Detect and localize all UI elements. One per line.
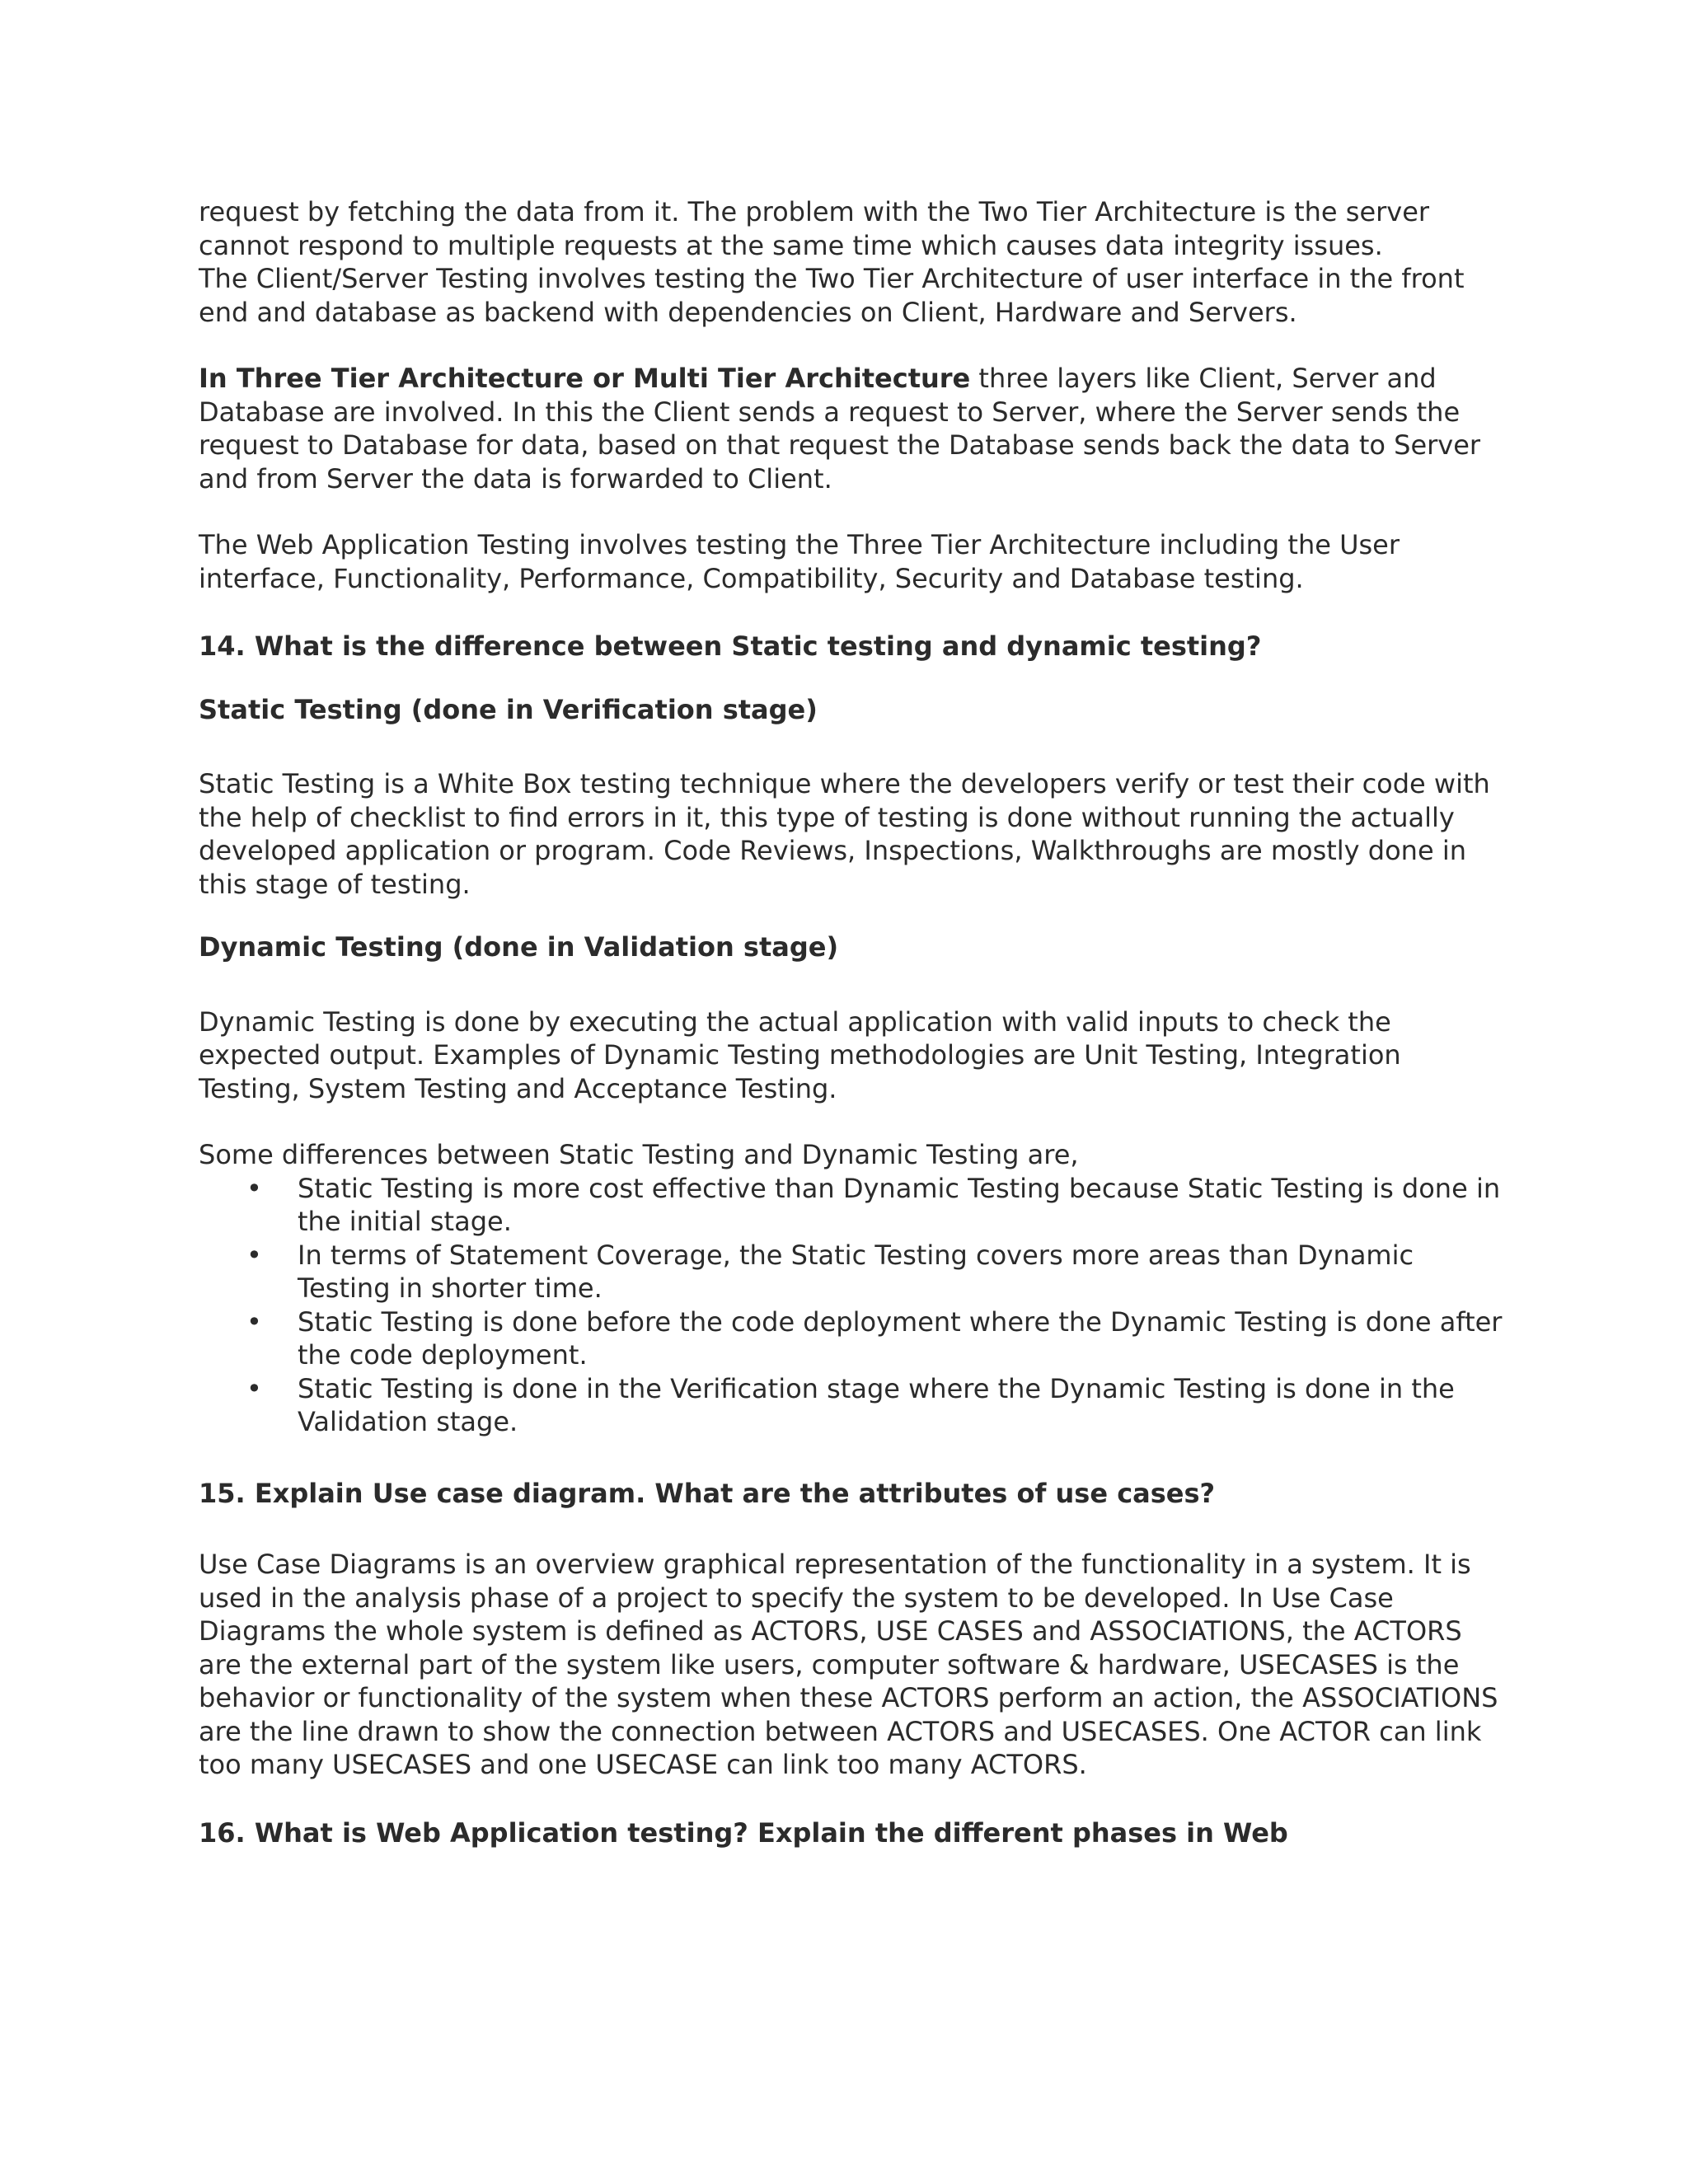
bullet-icon: • [246, 1372, 262, 1404]
list-item-text: Static Testing is done in the Verification stage where the Dynamic Testing is done in the Validation stage. [298, 1372, 1455, 1437]
paragraph-web-app-testing: The Web Application Testing involves testing the Three Tier Architecture including the User interface, Functionality, Performance, Compatibility, Security and Database testing. [199, 529, 1400, 594]
three-tier-text: three layers like Client, Server and Database are involved. In this the Client sends a request to Server, where the Server sends the request to Database for data, based on that request the Database sends back the data to Server and from Server the data is forwarded to Client. [199, 363, 1481, 494]
list-item-text: In terms of Statement Coverage, the Static Testing covers more areas than Dynamic Testing in shorter time. [298, 1239, 1414, 1304]
paragraph-client-server-testing: The Client/Server Testing involves testing the Two Tier Architecture of user interface in the front end and database as backend with dependencies on Client, Hardware and Servers. [199, 263, 1465, 328]
bullet-icon: • [246, 1239, 262, 1271]
three-tier-bold-lead: In Three Tier Architecture or Multi Tier Architecture [199, 363, 971, 394]
document-body [199, 195, 1509, 1849]
list-item-text: Static Testing is more cost effective than Dynamic Testing because Static Testing is done in the initial stage. [298, 1172, 1501, 1237]
question-15-heading: 15. Explain Use case diagram. What are the attributes of use cases? [199, 1477, 1216, 1509]
bullet-icon: • [246, 1305, 262, 1338]
differences-intro: Some differences between Static Testing and Dynamic Testing are, [199, 1139, 1079, 1170]
paragraph-two-tier-problem: request by fetching the data from it. The problem with the Two Tier Architecture is the server cannot respond to multiple requests at the same time which causes data integrity issues. [199, 196, 1430, 261]
list-item [199, 1172, 1509, 1239]
question-16-heading: 16. What is Web Application testing? Explain the different phases in Web [199, 1816, 1288, 1849]
question-14-heading: 14. What is the difference between Static testing and dynamic testing? [199, 630, 1262, 662]
list-item-text: Static Testing is done before the code deployment where the Dynamic Testing is done after the code deployment. [298, 1305, 1503, 1371]
static-testing-heading: Static Testing (done in Verification stage) [199, 693, 818, 725]
paragraph-three-tier [199, 362, 1509, 495]
static-testing-paragraph: Static Testing is a White Box testing technique where the developers verify or test their code with the help of checklist to find errors in it, this type of testing is done without running the actually developed application or program. Code Reviews, Inspections, Walkthroughs are mostly done in this stage of testing. [199, 768, 1490, 900]
use-case-paragraph: Use Case Diagrams is an overview graphical representation of the functionality in a system. It is used in the analysis phase of a project to specify the system to be developed. In Use Case Diagrams the whole system is defined as ACTORS, USE CASES and ASSOCIATIONS, the ACTORS are the external part of the system like users, computer software & hardware, USECASES is the behavior or functionality of the system when these ACTORS perform an action, the ASSOCIATIONS are the line drawn to show the connection between ACTORS and USECASES. One ACTOR can link too many USECASES and one USECASE can link too many ACTORS. [199, 1549, 1498, 1780]
list-item [199, 1372, 1509, 1439]
bullet-icon: • [246, 1172, 262, 1204]
list-item [199, 1305, 1509, 1372]
differences-list [199, 1172, 1509, 1439]
list-item [199, 1239, 1509, 1305]
dynamic-testing-paragraph: Dynamic Testing is done by executing the actual application with valid inputs to check the expected output. Examples of Dynamic Testing methodologies are Unit Testing, Integration Testing, System Testing and Acceptance Testing. [199, 1005, 1401, 1104]
dynamic-testing-heading: Dynamic Testing (done in Validation stage) [199, 931, 839, 963]
